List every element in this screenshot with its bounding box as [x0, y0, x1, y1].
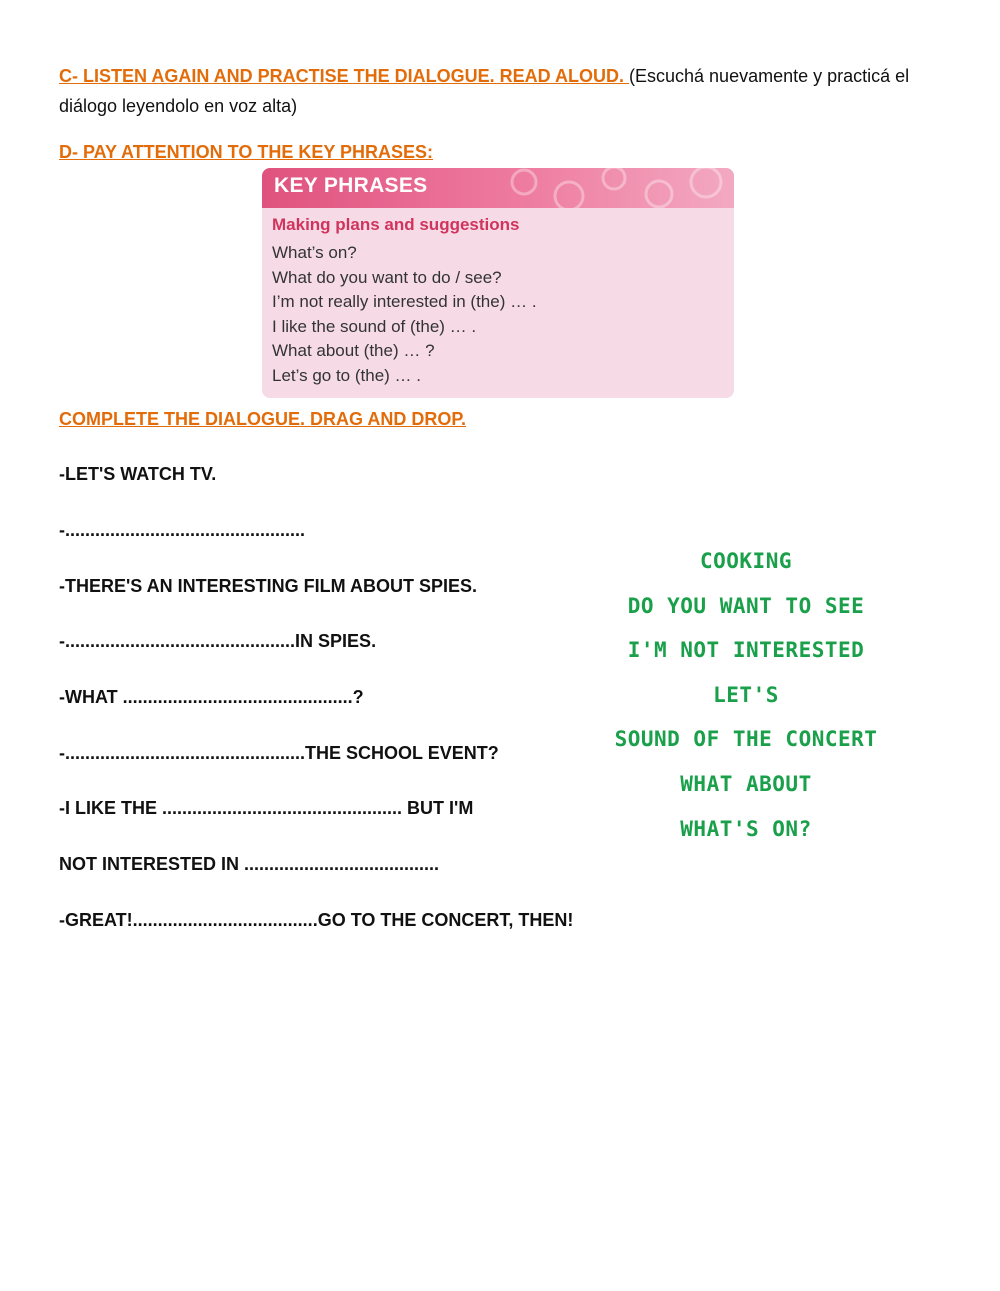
- key-phrases-title: KEY PHRASES: [274, 174, 428, 197]
- word-bank-item-im-not-interested[interactable]: I'M NOT INTERESTED: [627, 638, 865, 663]
- swirl-decoration-icon: [484, 168, 734, 208]
- word-bank-item-whats-on[interactable]: WHAT'S ON?: [680, 816, 812, 841]
- word-bank-item-what-about[interactable]: WHAT ABOUT: [680, 771, 812, 796]
- dialogue-blank-line-4[interactable]: -..............................................IN SPIES.: [59, 631, 377, 651]
- dialogue-blank-line-9[interactable]: -GREAT!.....................................GO TO THE CONCERT, THEN!: [59, 910, 574, 930]
- key-phrase-item: What do you want to do / see?: [272, 267, 502, 287]
- key-phrases-subtitle: Making plans and suggestions: [272, 215, 520, 234]
- word-bank-item-sound-of-the-concert[interactable]: SOUND OF THE CONCERT: [614, 727, 878, 752]
- word-bank: [590, 545, 902, 857]
- section-c-heading: C- LISTEN AGAIN AND PRACTISE THE DIALOGUE. READ ALOUD.: [59, 66, 630, 86]
- dialogue-line-1: -LET'S WATCH TV.: [59, 464, 217, 484]
- word-bank-item-cooking[interactable]: COOKING: [699, 549, 792, 573]
- dialogue-line-3: -THERE'S AN INTERESTING FILM ABOUT SPIES.: [59, 576, 477, 596]
- key-phrases-list: [272, 241, 537, 388]
- key-phrases-box: [262, 168, 734, 398]
- section-c: [59, 62, 929, 122]
- section-d-heading: D- PAY ATTENTION TO THE KEY PHRASES:: [59, 142, 434, 162]
- key-phrase-item: I’m not really interested in (the) … .: [272, 292, 537, 311]
- key-phrase-item: What about (the) … ?: [272, 341, 435, 360]
- dialogue-blank-line-5[interactable]: -WHAT ..............................................?: [59, 687, 364, 707]
- word-bank-item-do-you-want-to-see[interactable]: DO YOU WANT TO SEE: [627, 593, 865, 618]
- dialogue-blank-line-6[interactable]: -................................................THE SCHOOL EVENT?: [59, 743, 499, 763]
- key-phrase-item: I like the sound of (the) … .: [272, 316, 477, 336]
- dialogue-blank-line-2[interactable]: -................................................: [59, 520, 306, 540]
- dialogue-blank-line-8[interactable]: NOT INTERESTED IN .......................................: [59, 854, 440, 874]
- section-c-note: (Escuchá nuevamente y practicá el diálogo leyendolo en voz alta): [59, 66, 910, 116]
- complete-dialogue-heading: COMPLETE THE DIALOGUE. DRAG AND DROP.: [59, 409, 467, 429]
- key-phrases-header: [262, 168, 734, 208]
- word-bank-item-lets[interactable]: LET'S: [713, 682, 779, 707]
- dialogue-blank-line-7[interactable]: -I LIKE THE ................................................ BUT I'M: [59, 798, 474, 818]
- key-phrase-item: Let’s go to (the) … .: [272, 365, 421, 385]
- key-phrase-item: What’s on?: [272, 243, 357, 262]
